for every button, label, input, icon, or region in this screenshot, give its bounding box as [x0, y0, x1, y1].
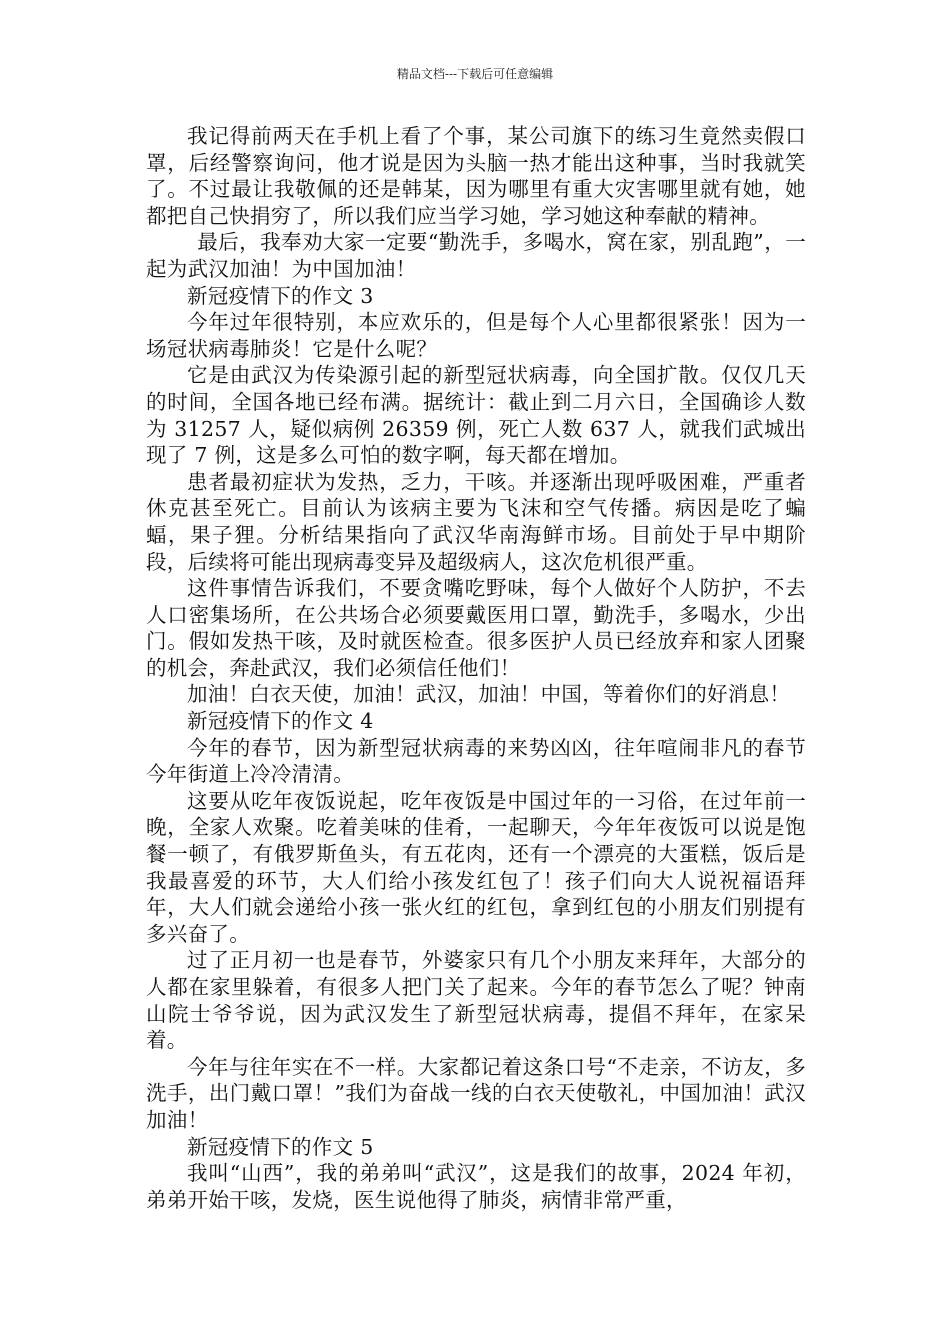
paragraph: 今年与往年实在不一样。大家都记着这条口号“不走亲，不访友，多洗手，出门戴口罩！”我们为奋战一线的白衣天使敬礼，中国加油！武汉加油！	[146, 1054, 806, 1132]
paragraph: 患者最初症状为发热，乏力，干咳。并逐渐出现呼吸困难，严重者休克甚至死亡。目前认为该病主要为飞沫和空气传播。病因是吃了蝙蝠，果子狸。分析结果指向了武汉华南海鲜市场。目前处于早中期阶段，后续将可能出现病毒变异及超级病人，这次危机很严重。	[146, 469, 806, 574]
section-heading: 新冠疫情下的作文 5	[187, 1134, 374, 1159]
paragraph: 这要从吃年夜饭说起，吃年夜饭是中国过年的一习俗，在过年前一晚，全家人欢聚。吃着美味的佳肴，一起聊天，今年年夜饭可以说是饱餐一顿了，有俄罗斯鱼头，有五花肉，还有一个漂亮的大蛋糕，饭后是我最喜爱的环节，大人们给小孩发红包了！孩子们向大人说祝福语拜年，大人们就会递给小孩一张火红的红包，拿到红包的小朋友们别提有多兴奋了。	[146, 788, 806, 946]
paragraph: 最后，我奉劝大家一定要“勤洗手，多喝水，窝在家，别乱跑”，一起为武汉加油！为中国加油！	[146, 230, 806, 281]
paragraph: 这件事情告诉我们，不要贪嘴吃野味，每个人做好个人防护，不去人口密集场所，在公共场合必须要戴医用口罩，勤洗手，多喝水，少出门。假如发热干咳，及时就医检查。很多医护人员已经放弃和家人团聚的机会，奔赴武汉，我们必须信任他们！	[146, 576, 806, 680]
paragraph: 加油！白衣天使，加油！武汉，加油！中国，等着你们的好消息！	[187, 682, 791, 707]
paragraph: 今年的春节，因为新型冠状病毒的来势凶凶，往年喧闹非凡的春节今年街道上冷冷清清。	[146, 735, 806, 787]
section-heading: 新冠疫情下的作文 3	[187, 283, 374, 308]
section-heading: 新冠疫情下的作文 4	[187, 709, 374, 734]
page-header: 精品文档---下载后可任意编辑	[396, 67, 554, 81]
paragraph: 我叫“山西”，我的弟弟叫“武汉”，这是我们的故事，2024 年初，弟弟开始干咳，发烧，医生说他得了肺炎，病情非常严重，	[146, 1161, 806, 1212]
paragraph: 它是由武汉为传染源引起的新型冠状病毒，向全国扩散。仅仅几天的时间，全国各地已经布满。据统计：截止到二月六日，全国确诊人数为 31257 人，疑似病例 26359 例，死亡人数 637 人，就我们武城出现了 7 例，这是多么可怕的数字啊，每天都在增加。	[146, 363, 806, 468]
paragraph: 我记得前两天在手机上看了个事，某公司旗下的练习生竟然卖假口罩，后经警察询问，他才说是因为头脑一热才能出这种事，当时我就笑了。不过最让我敬佩的还是韩某，因为哪里有重大灾害哪里就有她，她都把自己快捐穷了，所以我们应当学习她，学习她这种奉献的精神。	[146, 124, 806, 228]
paragraph: 过了正月初一也是春节，外婆家只有几个小朋友来拜年，大部分的人都在家里躲着，有很多人把门关了起来。今年的春节怎么了呢？钟南山院士爷爷说，因为武汉发生了新型冠状病毒，提倡不拜年，在家呆着。	[146, 948, 806, 1053]
document-body	[146, 123, 806, 1213]
paragraph: 今年过年很特别，本应欢乐的，但是每个人心里都很紧张！因为一场冠状病毒肺炎！它是什么呢？	[146, 310, 806, 361]
